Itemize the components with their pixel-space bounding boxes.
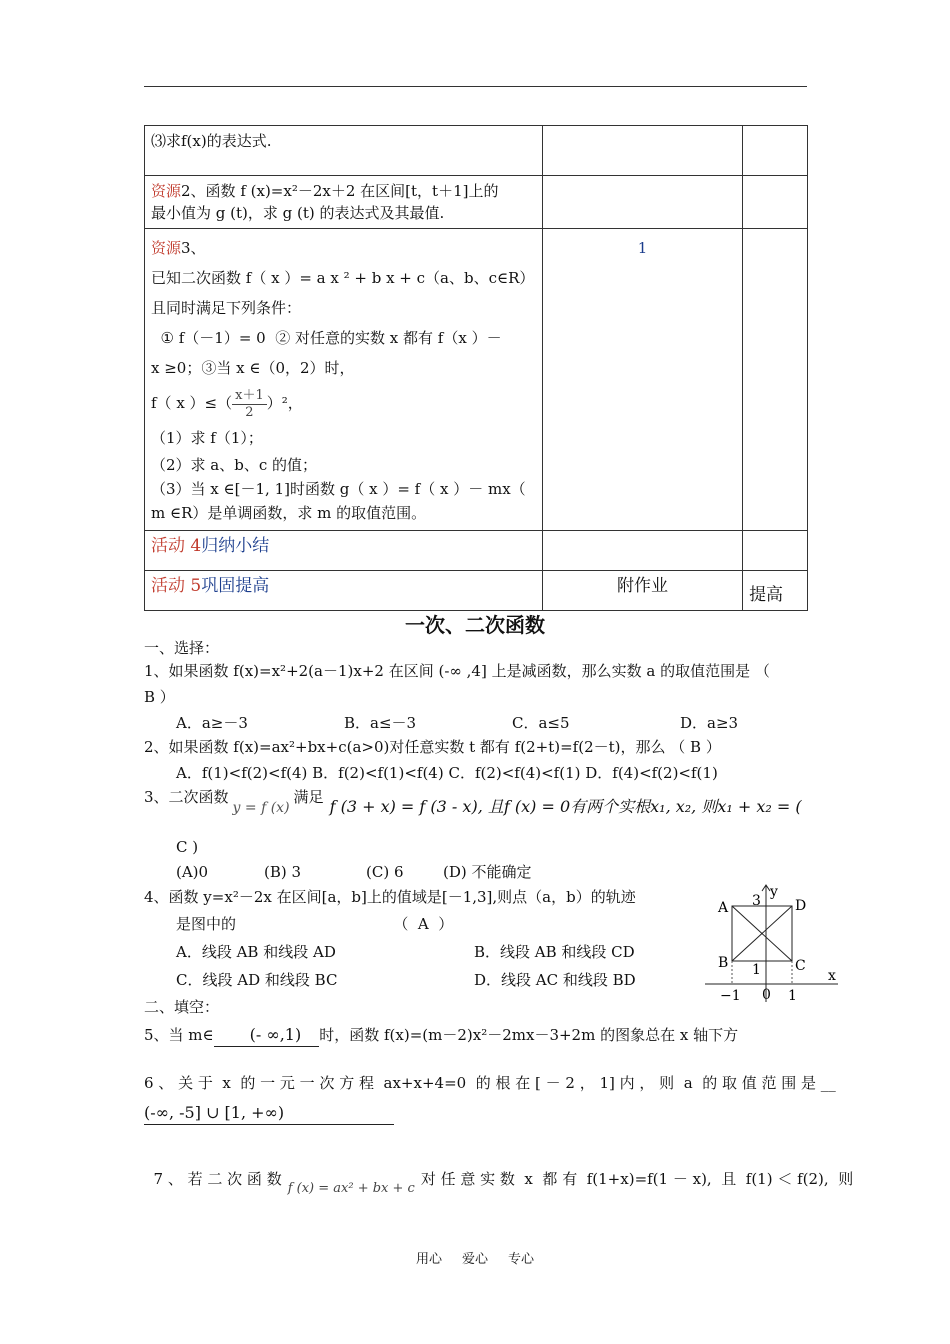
label-a: A: [718, 900, 729, 916]
row2-content: 资源2、函数 f (x)=x²－2x＋2 在区间[t，t＋1]上的 最小值为 g (t)，求 g (t) 的表达式及其最值.: [145, 176, 543, 229]
question-3: 3、二次函数y = f (x)满足 f (3 + x) = f (3 - x), 且f (x) = 0有两个实根x₁, x₂, 则x₁ + x₂ = (: [144, 788, 802, 816]
row3-content: 资源3、 已知二次函数 f（ x ）= a x ² + b x + c（a、b、c∈R） 且同时满足下列条件： ① f（－1）= 0 ② 对任意的实数 x 都有 f（x ）－ x ≥0；③当 x ∈（0，2）时， f（ x ）≤（ $\frac{x+1}{2}$ ）²， （1）求 f（1）； （2）求 a、b、c 的值； （3）当 x ∈[－1, 1]时函数 g（ x ）= f（ x ）－ mx（ m ∈R）是单调函数，求 m 的取值范围。: [145, 229, 543, 531]
tick-1-x: 1: [788, 988, 797, 1004]
lesson-plan-table: [144, 125, 808, 611]
row5-col3: 提高: [743, 571, 808, 611]
question-6-answer: [144, 1102, 394, 1125]
section-heading: 二、填空：: [144, 998, 220, 1016]
option: (A)0: [176, 863, 209, 881]
question-6: 6 、 关 于 x 的 一 元 一 次 方 程 ax+x+4=0 的 根 在 [ － 2 ， 1] 内 ， 则 a 的 取 值 范 围 是 __: [144, 1074, 836, 1092]
answer-blank: (-∞, -5] ∪ [1, +∞): [144, 1102, 394, 1125]
question-2-options: A．f(1)<f(2)<f(4) B．f(2)<f(1)<f(4) C．f(2)<f(4)<f(1) D．f(4)<f(2)<f(1): [176, 764, 718, 782]
trajectory-figure: [700, 880, 845, 1005]
label-b: B: [718, 955, 729, 971]
tick-1-y: 1: [752, 962, 761, 978]
option: (D) 不能确定: [443, 863, 532, 881]
option: C．线段 AD 和线段 BC: [176, 971, 338, 989]
option: D．线段 AC 和线段 BD: [474, 971, 636, 989]
page-title: 一次、二次函数: [405, 613, 545, 637]
option: D．a≥3: [680, 714, 739, 732]
section-heading: 一、选择：: [144, 639, 220, 657]
footer: 用心 爱心 专心: [415, 1252, 535, 1267]
table-row: [145, 176, 808, 229]
table-row: [145, 126, 808, 176]
answer-blank: (- ∞,1): [214, 1024, 320, 1047]
row1-content: ⑶求f(x)的表达式.: [145, 126, 543, 176]
question-1-answer: B ）: [144, 688, 175, 706]
label-d: D: [795, 898, 807, 914]
table-row: [145, 229, 808, 531]
question-4-answer: 是图中的 （ A ）: [176, 915, 454, 933]
inequality-line: f（ x ）≤（ $\frac{x+1}{2}$ ）²，: [151, 387, 303, 420]
option: C．a≤5: [512, 714, 570, 732]
resource-label: 资源: [151, 239, 182, 257]
fraction: $\frac{x+1}{2}$: [232, 388, 267, 421]
option: A．线段 AB 和线段 AD: [176, 943, 336, 961]
row3-col2: 1: [543, 229, 743, 531]
question-7: 7 、 若 二 次 函 数f (x) = ax² + bx + c对 任 意 实 数 x 都 有 f(1+x)=f(1 － x), 且 f(1) ＜ f(2), 则: [153, 1170, 854, 1196]
header-rule: [144, 86, 807, 87]
option: B．a≤－3: [344, 714, 417, 732]
tick-0: 0: [762, 987, 771, 1003]
option: (B) 3: [264, 863, 302, 881]
label-x: x: [828, 968, 836, 984]
label-y: y: [770, 884, 778, 900]
table-row: [145, 531, 808, 571]
table-row: [145, 571, 808, 611]
question-4: 4、函数 y=x²－2x 在区间[a，b]上的值域是[－1,3],则点（a，b）的轨迹: [144, 888, 636, 906]
tick-neg1: −1: [720, 988, 741, 1004]
option: (C) 6: [366, 863, 404, 881]
option: B．线段 AB 和线段 CD: [474, 943, 635, 961]
question-5: 5、当 m∈ (- ∞,1) 时，函数 f(x)=(m－2)x²－2mx－3+2m 的图象总在 x 轴下方: [144, 1024, 738, 1047]
question-3-answer: C ): [176, 838, 199, 856]
row5-col2: 附作业: [543, 571, 743, 611]
row4-content: 活动 4归纳小结: [145, 531, 543, 571]
label-c: C: [795, 958, 806, 974]
row5-content: 活动 5巩固提高: [145, 571, 543, 611]
option: A．a≥－3: [176, 714, 248, 732]
question-2: 2、如果函数 f(x)=ax²+bx+c(a>0)对任意实数 t 都有 f(2+t)=f(2－t)，那么 （ B ）: [144, 738, 721, 756]
tick-3: 3: [752, 893, 761, 909]
resource-label: 资源: [151, 182, 182, 200]
question-1: 1、如果函数 f(x)=x²+2(a－1)x+2 在区间 (-∞ ,4] 上是减函数，那么实数 a 的取值范围是 （: [144, 662, 770, 680]
